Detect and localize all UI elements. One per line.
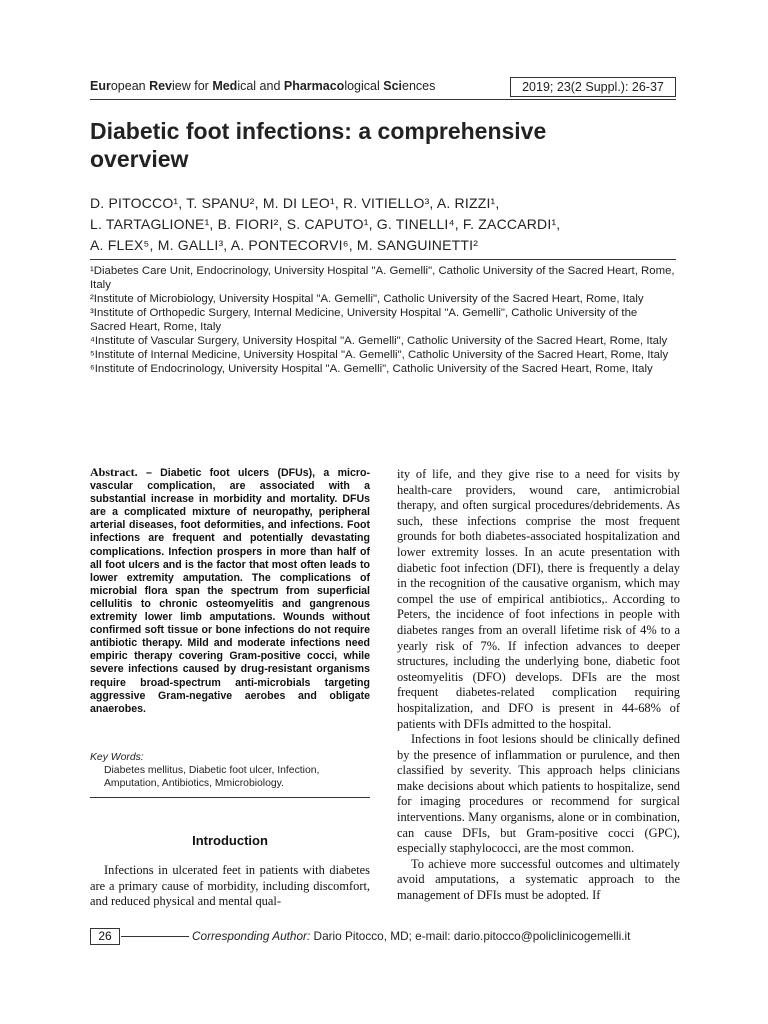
corresponding-author: [192, 929, 630, 943]
corresponding-contact[interactable]: Dario Pitocco, MD; e-mail: dario.pitocco@policlinicogemelli.it: [310, 929, 631, 943]
affiliation: ¹Diabetes Care Unit, Endocrinology, University Hospital "A. Gemelli", Catholic University of the Sacred Heart, Rome, Italy: [90, 265, 675, 291]
affiliations: [90, 264, 676, 376]
corresponding-label: Corresponding Author:: [192, 929, 311, 943]
author-line: A. FLEX⁵, M. GALLI³, A. PONTECORVI⁶, M. SANGUINETTI²: [90, 237, 479, 253]
abstract-text: – Diabetic foot ulcers (DFUs), a micro-vascular complication, are associated with a substantial increase in morbidity and mortality. DFUs are a complicated mixture of neuropathy, peripheral arterial diseases, foot deformities, and infections. Foot infections are frequent and potentially devastating complications. Infection prospers in more than half of all foot ulcers and is the factor that most often leads to lower extremity amputation. The complications of microbial flora span the spectrum from superficial cellulitis to chronic osteomyelitis and gangrenous extremity lower limb amputations. Wounds without confirmed soft tissue or bone infections do not require antibiotic therapy. Mild and moderate infections need empiric therapy covering Gram-positive cocci, while severe infections caused by drug-resistant organisms require broad-spectrum anti-microbials targeting aggressive Gram-negative aerobes and obligate anaerobes.: [90, 467, 370, 715]
abstract-heading: Abstract.: [90, 465, 138, 479]
keywords-text: Diabetes mellitus, Diabetic foot ulcer, Infection, Amputation, Antibiotics, Mmicrobiology.: [104, 765, 320, 789]
affiliation: ²Institute of Microbiology, University Hospital "A. Gemelli", Catholic University of the Sacred Heart, Rome, Italy: [90, 293, 644, 305]
keywords-label: Key Words:: [90, 752, 144, 763]
page-number: 26: [90, 928, 120, 945]
right-column: [397, 467, 680, 904]
journal-title-part: iew for: [172, 79, 213, 93]
body-paragraph: ity of life, and they give rise to a need for visits by health-care providers, wound care, antimicrobial therapy, and often surgical procedures/debridements. As such, these infections comprise the most frequent grounds for both diabetes-associated hospitalization and lower extremity losses. In an acute presentation with diabetic foot infection (DFI), there is frequently a delay in the recognition of the causative organism, which may compel the use of empirical antibiotics,. According to Peters, the incidence of foot infections in people with diabetes ranges from an overall lifetime risk of 4% to a yearly risk of 7%. If infection advances to deeper structures, including the underlying bone, diabetic foot osteomyelitis (DFO) develops. DFIs are the most frequent diabetes-related complication requiring hospitalization, and DFO is present in 44-68% of patients with DFIs admitted to the hospital.: [397, 467, 680, 731]
affiliations-rule: [90, 259, 676, 260]
affiliation: ⁵Institute of Internal Medicine, University Hospital "A. Gemelli", Catholic University of the Sacred Heart, Rome, Italy: [90, 349, 669, 361]
header-rule: [90, 99, 676, 100]
journal-title-part: Eur: [90, 79, 111, 93]
journal-title-part: Sci: [383, 79, 403, 93]
journal-title-part: Pharmaco: [283, 79, 345, 93]
author-list: [90, 193, 676, 256]
author-line: D. PITOCCO¹, T. SPANU², M. DI LEO¹, R. VITIELLO³, A. RIZZI¹,: [90, 195, 500, 211]
journal-title-part: Rev: [149, 79, 173, 93]
journal-title-part: opean: [110, 79, 150, 93]
keywords-rule: [90, 797, 370, 798]
affiliation: ³Institute of Orthopedic Surgery, Internal Medicine, University Hospital "A. Gemelli", Catholic University of the Sacred Heart, Rome, Italy: [90, 307, 638, 333]
article-title: Diabetic foot infections: a comprehensive overview: [90, 118, 547, 172]
journal-title-part: Med: [212, 79, 238, 93]
section-heading-introduction: Introduction: [192, 833, 268, 848]
journal-title: [90, 79, 435, 93]
body-paragraph: Infections in ulcerated feet in patients with diabetes are a primary cause of morbidity, including discomfort, and reduced physical and mental qual-: [90, 863, 370, 909]
body-paragraph: Infections in foot lesions should be clinically defined by the presence of inflammation or purulence, and then classified by severity. This approach helps clinicians make decisions about which patients to hospitalize, send for imaging procedures or recommend for surgical interventions. Many organisms, alone or in combination, can cause DFIs, but Gram-positive cocci (GPC), especially staphylococci, are the most common.: [397, 732, 680, 856]
keywords: [90, 751, 370, 790]
journal-title-part: ences: [402, 79, 436, 93]
author-line: L. TARTAGLIONE¹, B. FIORI², S. CAPUTO¹, G. TINELLI⁴, F. ZACCARDI¹,: [90, 216, 561, 232]
abstract: [90, 466, 370, 716]
citation-box: 2019; 23(2 Suppl.): 26-37: [510, 77, 676, 97]
journal-title-part: ical and: [237, 79, 284, 93]
affiliation: ⁴Institute of Vascular Surgery, University Hospital "A. Gemelli", Catholic University of the Sacred Heart, Rome, Italy: [90, 335, 668, 347]
journal-title-part: logical: [344, 79, 384, 93]
affiliation: ⁶Institute of Endocrinology, University Hospital "A. Gemelli", Catholic University of the Sacred Heart, Rome, Italy: [90, 363, 653, 375]
footer-rule: [121, 936, 189, 937]
body-paragraph: To achieve more successful outcomes and ultimately avoid amputations, a systematic approach to the management of DFIs must be adopted. If: [397, 856, 680, 903]
